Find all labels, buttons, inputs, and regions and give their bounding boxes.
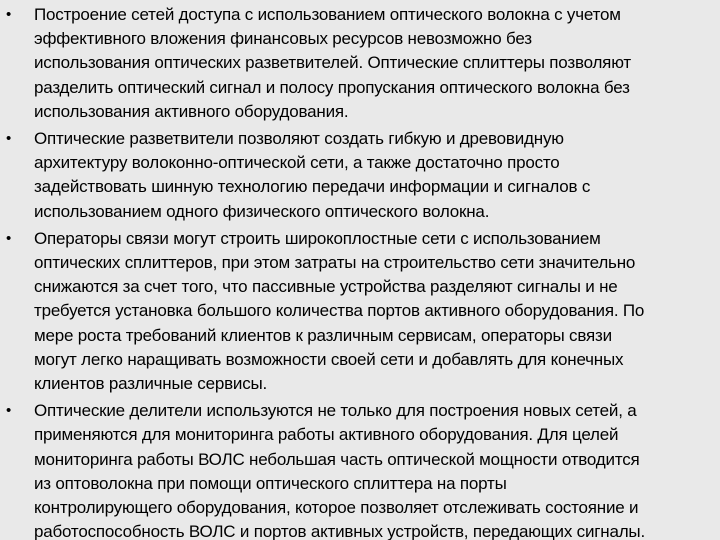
bullet-text-line: работоспособность ВОЛС и портов активных устройств, передающих сигналы.: [34, 522, 645, 540]
bullet-text-line: клиентов различные сервисы.: [34, 374, 268, 394]
bullet-text-line: разделить оптический сигнал и полосу пропускания оптического волокна без: [34, 77, 630, 97]
bullet-item: [0, 399, 720, 540]
bullet-text-line: архитектуру волоконно-оптической сети, а также достаточно просто: [34, 153, 560, 173]
bullet-text-line: использованием одного физического оптического волокна.: [34, 201, 490, 221]
bullet-item: [0, 127, 720, 224]
bullet-text-line: применяются для мониторинга работы активного оборудования. Для целей: [34, 425, 619, 445]
bullet-dot-icon: •: [6, 402, 12, 420]
bullet-dot-icon: •: [6, 229, 12, 247]
bullet-text-line: могут легко наращивать возможности своей сети и добавлять для конечных: [34, 349, 624, 369]
bullet-text-line: Оптические разветвители позволяют создать гибкую и древовидную: [34, 129, 564, 149]
bullet-text-line: мере роста требований клиентов к различным сервисам, операторы связи: [34, 325, 612, 345]
bullet-text-line: оптических сплиттеров, при этом затраты на строительство сети значительно: [34, 253, 636, 273]
bullet-text-line: задействовать шинную технологию передачи информации и сигналов с: [34, 177, 591, 197]
bullet-text-line: требуется установка большого количества портов активного оборудования. По: [34, 301, 645, 321]
bullet-text-line: Оптические делители используются не только для построения новых сетей, а: [34, 401, 637, 421]
bullet-text-line: мониторинга работы ВОЛС небольшая часть оптической мощности отводится: [34, 449, 640, 469]
bullet-list: [0, 3, 720, 540]
bullet-text-line: Построение сетей доступа с использованием оптического волокна с учетом: [34, 5, 621, 24]
bullet-item: [0, 3, 720, 124]
bullet-text-line: снижаются за счет того, что пассивные устройства разделяют сигналы и не: [34, 277, 618, 297]
bullet-text-line: Операторы связи могут строить широкоплостные сети с использованием: [34, 228, 601, 248]
bullet-text-line: из оптоволокна при помощи оптического сплиттера на порты: [34, 473, 507, 493]
bullet-dot-icon: •: [6, 6, 12, 23]
bullet-item: [0, 227, 720, 396]
bullet-dot-icon: •: [6, 130, 12, 148]
bullet-text-line: контролирующего оборудования, которое позволяет отслеживать состояние и: [34, 498, 639, 518]
bullet-text-line: использования активного оборудования.: [34, 101, 349, 121]
bullet-text-line: использования оптических разветвителей. Оптические сплиттеры позволяют: [34, 53, 631, 73]
bullet-text-line: эффективного вложения финансовых ресурсов невозможно без: [34, 29, 532, 49]
